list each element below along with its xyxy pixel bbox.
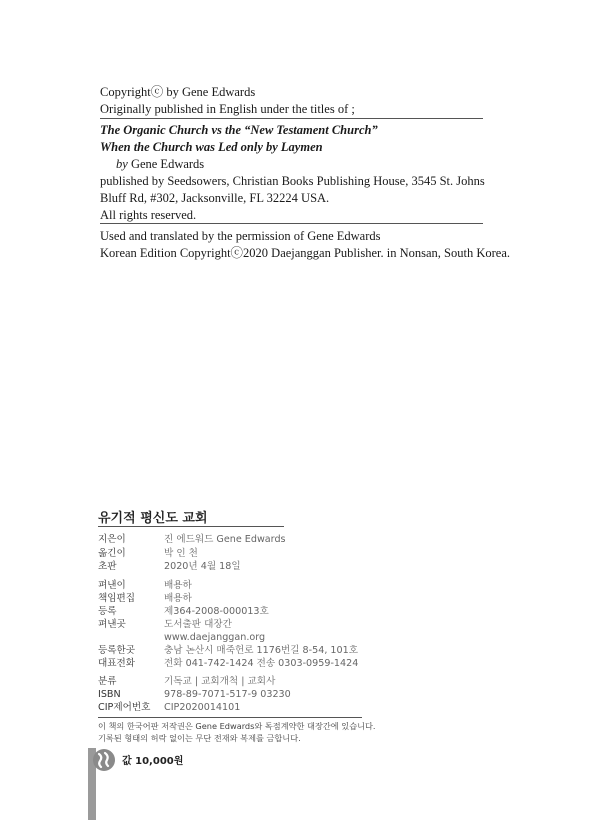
title-underline [98, 526, 284, 527]
divider-middle [100, 223, 483, 224]
book-title: 유기적 평신도 교회 [98, 511, 208, 526]
notice-divider [98, 717, 362, 718]
permission-line: Used and translated by the permission of Gene Edwards [100, 229, 381, 243]
copyright-line: Copyrightⓒ by Gene Edwards [100, 85, 256, 99]
divider-top [100, 118, 483, 119]
price-label: 값 10,000원 [122, 756, 184, 767]
by-prefix: by [116, 157, 128, 171]
publisher-logo-icon [92, 748, 116, 772]
author-line [116, 156, 204, 173]
publisher-line-2: Bluff Rd, #302, Jacksonville, FL 32224 USA. [100, 191, 330, 205]
original-title-2: When the Church was Led only by Laymen [100, 140, 323, 154]
rights-line: All rights reserved. [100, 208, 197, 222]
original-publication-line: Originally published in English under the titles of ; [100, 102, 355, 116]
original-title-1: The Organic Church vs the “New Testament Church” [100, 123, 378, 137]
copyright-notice-1: 이 책의 한국어판 저작권은 Gene Edwards와 독점계약한 대장간에 있습니다. [98, 721, 376, 731]
korean-edition-line: Korean Edition Copyrightⓒ2020 Daejanggan Publisher. in Nonsan, South Korea. [100, 246, 511, 260]
copyright-notice-2: 기록된 형태의 허락 없이는 무단 전재와 복제를 금합니다. [98, 733, 301, 743]
author-name: Gene Edwards [127, 157, 205, 171]
publisher-line-1: published by Seedsowers, Christian Books Publishing House, 3545 St. Johns [100, 174, 485, 188]
